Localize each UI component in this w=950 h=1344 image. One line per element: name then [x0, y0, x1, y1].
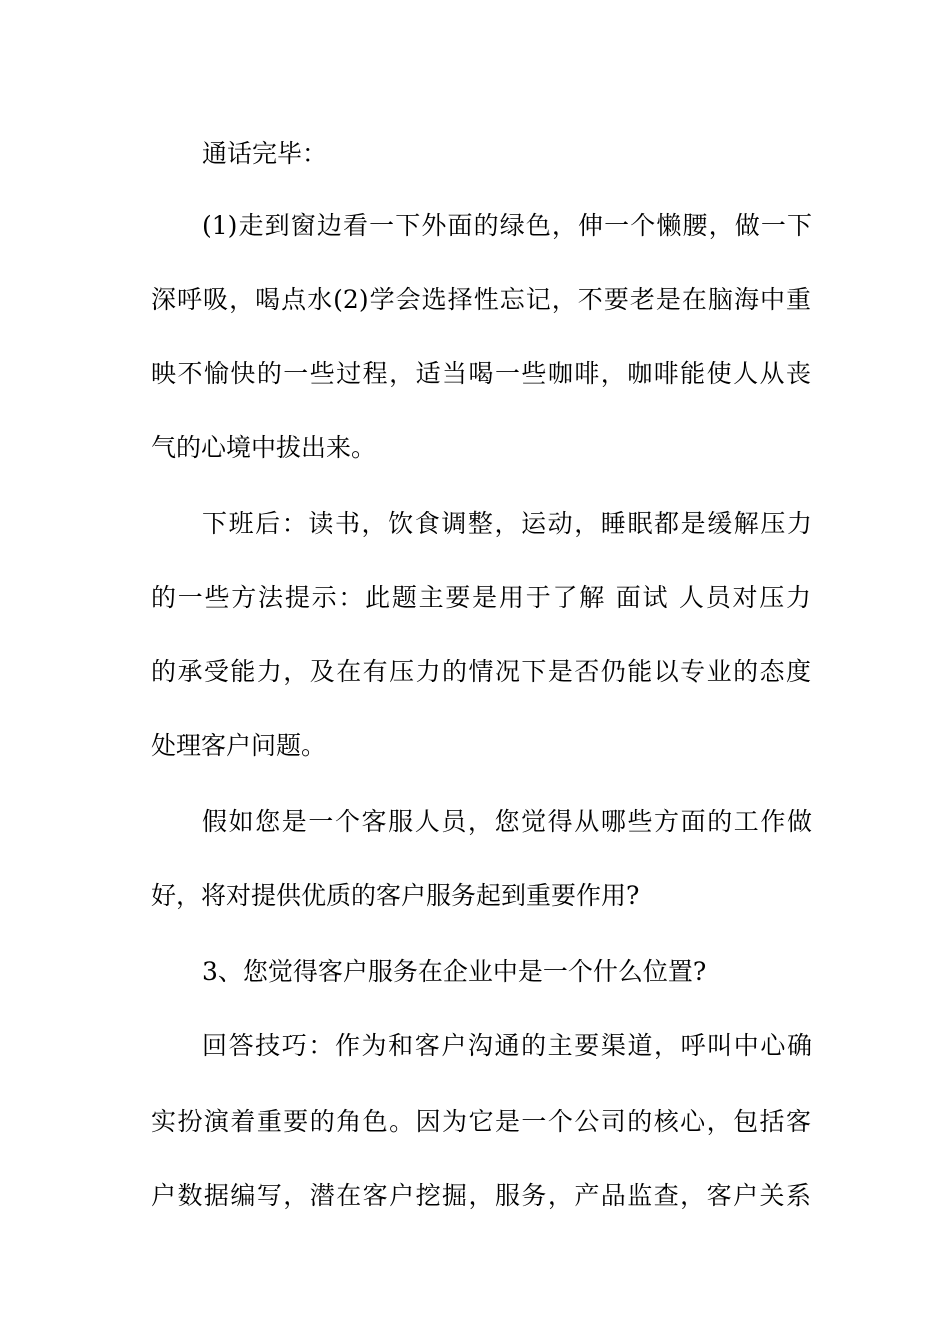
text-line-2: (1)走到窗边看一下外面的绿色，伸一个懒腰，做一下: [202, 211, 812, 240]
text-line-5: 气的心境中拔出来。: [151, 433, 377, 462]
text-line-11: 好，将对提供优质的客户服务起到重要作用?: [151, 881, 640, 910]
text-line-8: 的承受能力，及在有压力的情况下是否仍能以专业的态度: [151, 657, 811, 686]
text-line-9: 处理客户问题。: [151, 731, 327, 760]
text-line-15: 户数据编写，潜在客户挖掘，服务，产品监查，客户关系: [151, 1181, 811, 1210]
text-line-6: 下班后：读书，饮食调整，运动，睡眠都是缓解压力: [202, 509, 812, 538]
text-line-14: 实扮演着重要的角色。因为它是一个公司的核心，包括客: [151, 1107, 811, 1136]
text-line-3: 深呼吸，喝点水(2)学会选择性忘记，不要老是在脑海中重: [151, 285, 811, 314]
text-line-1: 通话完毕：: [202, 139, 328, 168]
text-line-4: 映不愉快的一些过程，适当喝一些咖啡，咖啡能使人从丧: [151, 359, 811, 388]
text-line-13: 回答技巧：作为和客户沟通的主要渠道，呼叫中心确: [202, 1031, 812, 1060]
text-line-12: 3、您觉得客户服务在企业中是一个什么位置?: [202, 957, 707, 986]
text-line-10: 假如您是一个客服人员，您觉得从哪些方面的工作做: [202, 807, 812, 836]
text-line-7: 的一些方法提示：此题主要是用于了解 面试 人员对压力: [151, 583, 811, 612]
